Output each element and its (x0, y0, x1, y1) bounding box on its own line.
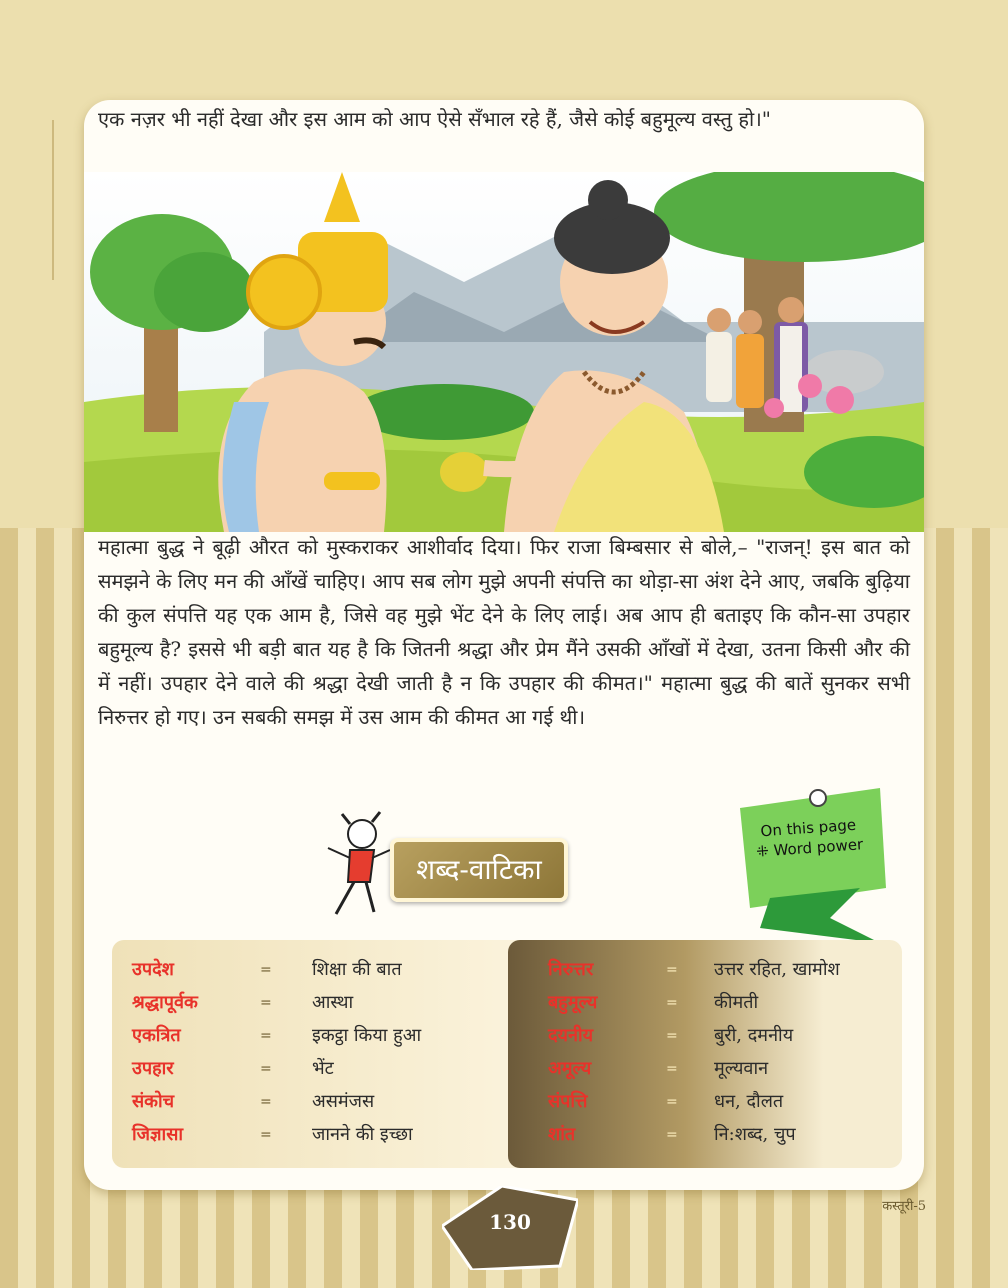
vocab-equals: = (260, 1094, 272, 1110)
vocab-word: संपत्ति (548, 1091, 588, 1112)
vocab-word: बहुमूल्य (548, 992, 598, 1013)
vocab-equals: = (666, 962, 678, 978)
story-illustration (84, 172, 924, 532)
word-power-note (730, 778, 890, 948)
vocab-meaning: नि:शब्द, चुप (714, 1124, 796, 1145)
vocab-row (548, 1020, 924, 1052)
vocab-word: संकोच (132, 1091, 175, 1112)
vocab-equals: = (260, 1028, 272, 1044)
vocabulary-right (508, 940, 902, 1168)
vocab-meaning: आस्था (312, 992, 354, 1013)
vocab-row (132, 1053, 512, 1085)
book-label: कस्तूरी-5 (882, 1199, 926, 1214)
vocab-row (132, 1020, 512, 1052)
vocab-equals: = (260, 995, 272, 1011)
vocab-meaning: कीमती (714, 992, 759, 1013)
vocab-word: उपहार (132, 1058, 174, 1079)
vocab-word: शांत (548, 1124, 576, 1145)
vocab-row (132, 987, 512, 1019)
margin-line (52, 120, 54, 280)
ribbon-icon (730, 778, 890, 948)
story-paragraph-main: महात्मा बुद्ध ने बूढ़ी औरत को मुस्कराकर आशीर्वाद दिया। फिर राजा बिम्बसार से बोले,– "राजन्! इस बात को समझने के लिए मन की आँखें चाहिए। आप सब लोग मुझे अपनी संपत्ति का थोड़ा-सा अंश देने आए, जबकि बुढ़िया की कुल संपत्ति यह एक आम है, जिसे वह मुझे भेंट देने के लिए लाई। अब आप ही बताइए कि कौन-सा उपहार बहुमूल्य है? इससे भी बड़ी बात यह है कि जितनी श्रद्धा और प्रेम मैंने उसकी आँखों में देखा, उतना किसी और की में नहीं। उपहार देने वाले की श्रद्धा देखी जाती है न कि उपहार की कीमत।" महात्मा बुद्ध की बातें सुनकर सभी निरुत्तर हो गए। उन सबकी समझ में उस आम की कीमत आ गई थी। (98, 535, 910, 729)
girl-icon (314, 810, 394, 920)
vocab-meaning: असमंजस (312, 1091, 375, 1112)
vocab-word: एकत्रित (132, 1025, 181, 1046)
vocab-equals: = (666, 1094, 678, 1110)
vocabulary-table (112, 940, 902, 1168)
vocab-meaning: बुरी, दमनीय (714, 1025, 794, 1046)
vocab-row (132, 1119, 512, 1151)
vocab-row (548, 987, 924, 1019)
vocabulary-left (112, 940, 522, 1168)
vocab-row (548, 954, 924, 986)
vocab-meaning: इकट्ठा किया हुआ (312, 1025, 422, 1046)
vocab-word: निरुत्तर (548, 959, 594, 980)
vocab-row (548, 1119, 924, 1151)
section-heading (314, 810, 574, 930)
vocab-word: अमूल्य (548, 1058, 592, 1079)
vocab-meaning: धन, दौलत (714, 1091, 784, 1112)
vocab-meaning: भेंट (312, 1058, 334, 1079)
vocab-equals: = (666, 1061, 678, 1077)
vocab-meaning: उत्तर रहित, खामोश (714, 959, 840, 980)
vocab-word: श्रद्धापूर्वक (132, 992, 198, 1013)
vocab-word: उपदेश (132, 959, 174, 980)
vocab-row (548, 1053, 924, 1085)
vocab-equals: = (260, 1127, 272, 1143)
vocab-equals: = (666, 1127, 678, 1143)
vocab-equals: = (260, 962, 272, 978)
story-paragraph-top: एक नज़र भी नहीं देखा और इस आम को आप ऐसे सँभाल रहे हैं, जैसे कोई बहुमूल्य वस्तु हो।" (98, 107, 772, 131)
vocab-meaning: शिक्षा की बात (312, 959, 402, 980)
vocab-meaning: जानने की इच्छा (312, 1124, 413, 1145)
note-line-2: ⁜ Word power (755, 835, 864, 861)
vocab-row (132, 954, 512, 986)
page-card (84, 100, 924, 1190)
vocab-equals: = (666, 1028, 678, 1044)
vocab-word: जिज्ञासा (132, 1124, 184, 1145)
section-title: शब्द-वाटिका (390, 838, 568, 902)
vocab-row (132, 1086, 512, 1118)
vocab-row (548, 1086, 924, 1118)
page-number: 130 (489, 1210, 531, 1234)
note-line-1: On this page (759, 815, 857, 841)
vocab-meaning: मूल्यवान (714, 1058, 769, 1079)
vocab-equals: = (666, 995, 678, 1011)
vocab-word: दयनीय (548, 1025, 594, 1046)
vocab-equals: = (260, 1061, 272, 1077)
